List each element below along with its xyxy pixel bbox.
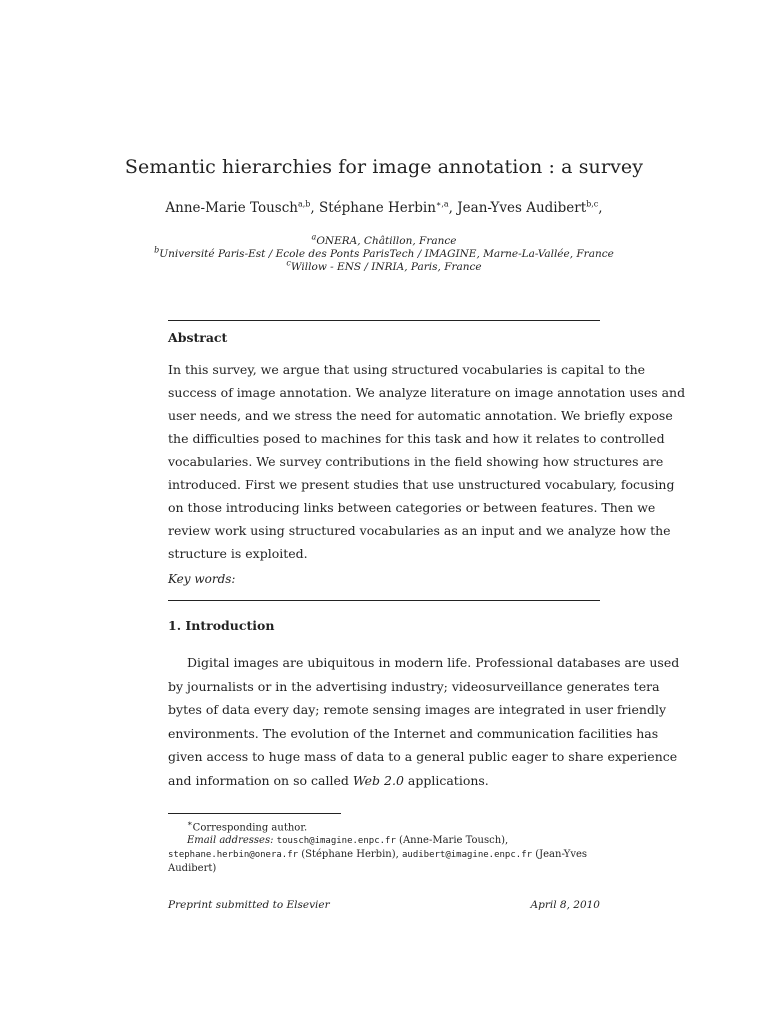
introduction-line <box>168 769 600 793</box>
affiliation-b <box>0 245 768 260</box>
email-owner: (Anne-Marie Tousch), <box>395 835 509 847</box>
affiliation-text: ONERA, Châtillon, France <box>316 235 457 247</box>
affiliation-text: Willow - ENS / INRIA, Paris, France <box>290 261 482 273</box>
abstract-line: on those introducing links between categories or between features. Then we <box>168 500 656 515</box>
footnote <box>168 817 600 875</box>
footnote-rule <box>168 813 341 814</box>
author-affiliation-mark: b,c <box>586 199 599 209</box>
introduction-line: given access to huge mass of data to a general public eager to share experience <box>168 749 678 764</box>
introduction-text <box>168 651 680 792</box>
abstract-line: In this survey, we argue that using structured vocabularies is capital to the <box>168 362 646 377</box>
introduction-line: by journalists or in the advertising industry; videosurveillance generates tera <box>168 678 660 694</box>
author-list <box>0 200 768 216</box>
keywords-label: Key words: <box>168 572 236 586</box>
abstract-line: introduced. First we present studies that use unstructured vocabulary, focusing <box>168 477 675 492</box>
introduction-emphasis: Web 2.0 <box>352 772 404 788</box>
affiliation-mark: c <box>286 258 291 268</box>
footnote-emails-line: Audibert) <box>168 863 217 875</box>
abstract-line: user needs, and we stress the need for automatic annotation. We briefly expose <box>168 408 673 423</box>
footnote-emails-line <box>168 848 600 862</box>
footer-preprint-note: Preprint submitted to Elsevier <box>168 899 330 911</box>
author-name: Jean-Yves Audibert <box>457 200 587 216</box>
introduction-text-span: and information on so called <box>168 772 353 788</box>
abstract-heading: Abstract <box>168 330 228 345</box>
introduction-line: Digital images are ubiquitous in modern life. Professional databases are used <box>187 655 680 670</box>
section-heading-introduction: 1. Introduction <box>168 618 275 633</box>
author-separator: , <box>448 200 458 216</box>
abstract-text <box>168 358 686 565</box>
email-link[interactable]: tousch@imagine.enpc.fr <box>276 836 396 847</box>
footnote-text: Corresponding author. <box>192 822 308 834</box>
author-separator: , <box>310 200 319 216</box>
author-name: Stéphane Herbin <box>319 200 436 216</box>
affiliation-a <box>0 232 768 247</box>
abstract-line: structure is exploited. <box>168 546 308 561</box>
abstract-line: vocabularies. We survey contributions in the field showing how structures are <box>168 454 664 469</box>
email-label: Email addresses: <box>187 835 274 847</box>
footer-date: April 8, 2010 <box>530 899 600 911</box>
footnote-mark: ∗ <box>187 818 193 828</box>
paper-title: Semantic hierarchies for image annotation : a survey <box>124 156 644 178</box>
author-name: Anne-Marie Tousch <box>165 200 298 216</box>
email-owner: (Jean-Yves <box>532 849 588 861</box>
email-link[interactable]: audibert@imagine.enpc.fr <box>401 850 533 861</box>
email-owner: (Stéphane Herbin), <box>298 849 402 861</box>
affiliation-mark: a <box>311 232 317 242</box>
author-affiliation-mark: ∗,a <box>435 199 449 209</box>
author-separator: , <box>598 200 603 216</box>
abstract-line: review work using structured vocabularies as an input and we analyze how the <box>168 523 671 538</box>
introduction-line: environments. The evolution of the Internet and communication facilities has <box>168 725 659 741</box>
affiliation-c <box>0 258 768 273</box>
abstract-line: success of image annotation. We analyze literature on image annotation uses and <box>168 385 686 400</box>
author-affiliation-mark: a,b <box>297 199 311 209</box>
introduction-text-span: applications. <box>403 772 489 788</box>
introduction-line: bytes of data every day; remote sensing images are integrated in user friendly <box>168 702 667 717</box>
abstract-bottom-rule <box>168 600 600 601</box>
email-link[interactable]: stephane.herbin@onera.fr <box>168 850 299 861</box>
abstract-top-rule <box>168 320 600 321</box>
abstract-line: the difficulties posed to machines for this task and how it relates to controlled <box>168 431 665 446</box>
affiliation-mark: b <box>154 245 160 255</box>
affiliation-text: Université Paris-Est / Ecole des Ponts ParisTech / IMAGINE, Marne-La-Vallée, France <box>159 248 614 260</box>
footnote-emails-line <box>168 834 600 848</box>
footnote-corresponding <box>168 817 600 834</box>
